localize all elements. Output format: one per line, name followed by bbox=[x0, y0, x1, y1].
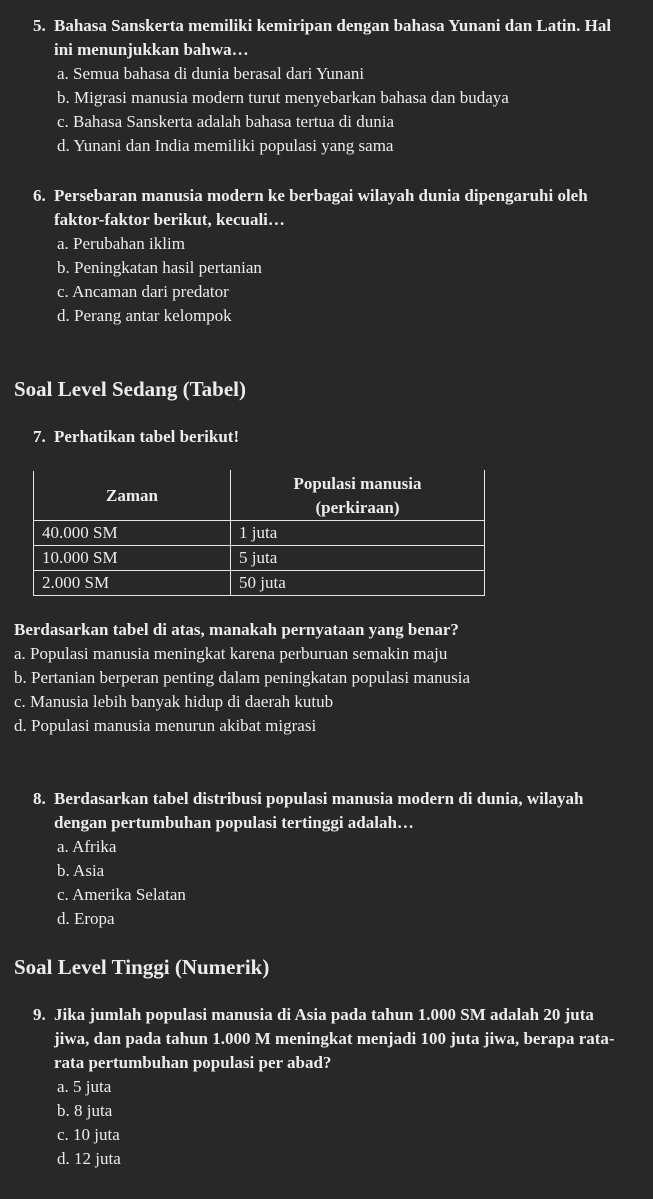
table-cell-era: 40.000 SM bbox=[34, 521, 231, 546]
population-table bbox=[33, 470, 485, 596]
question-6-title bbox=[33, 184, 633, 232]
option-c: c. Bahasa Sanskerta adalah bahasa tertua di dunia bbox=[57, 112, 395, 131]
table-row bbox=[34, 546, 485, 571]
question-7 bbox=[33, 425, 633, 449]
table-row bbox=[34, 521, 485, 546]
option-d: d. 12 juta bbox=[57, 1149, 121, 1168]
option-a: a. 5 juta bbox=[57, 1077, 112, 1096]
table-header-population bbox=[231, 471, 485, 521]
question-number: 7. bbox=[33, 427, 46, 446]
option-c: c. Manusia lebih banyak hidup di daerah kutub bbox=[14, 692, 334, 711]
table-cell-population: 5 juta bbox=[231, 546, 485, 571]
question-7-title bbox=[33, 425, 633, 449]
question-7-prompt: Berdasarkan tabel di atas, manakah pernyataan yang benar? bbox=[14, 620, 459, 639]
table-cell-era: 10.000 SM bbox=[34, 546, 231, 571]
option-a: a. Semua bahasa di dunia berasal dari Yunani bbox=[57, 64, 365, 83]
question-text: Bahasa Sanskerta memiliki kemiripan dengan bahasa Yunani dan Latin. Hal ini menunjukkan bahwa… bbox=[54, 16, 612, 59]
option-c: c. 10 juta bbox=[57, 1125, 120, 1144]
question-text: Perhatikan tabel berikut! bbox=[54, 427, 240, 446]
option-d: d. Populasi manusia menurun akibat migrasi bbox=[14, 716, 317, 735]
option-b: b. Asia bbox=[57, 861, 105, 880]
table-header-row bbox=[34, 471, 485, 521]
question-text: Persebaran manusia modern ke berbagai wilayah dunia dipengaruhi oleh faktor-faktor berikut, kecuali… bbox=[54, 186, 588, 229]
option-a: a. Afrika bbox=[57, 837, 117, 856]
option-d: d. Eropa bbox=[57, 909, 115, 928]
option-c: c. Ancaman dari predator bbox=[57, 282, 229, 301]
option-d: d. Yunani dan India memiliki populasi yang sama bbox=[57, 136, 394, 155]
question-number: 9. bbox=[33, 1005, 46, 1024]
question-9 bbox=[33, 1003, 633, 1171]
question-5-title bbox=[33, 14, 633, 62]
question-7-body bbox=[14, 618, 634, 738]
option-c: c. Amerika Selatan bbox=[57, 885, 186, 904]
option-d: d. Perang antar kelompok bbox=[57, 306, 232, 325]
table-cell-population: 50 juta bbox=[231, 571, 485, 596]
question-8 bbox=[33, 787, 633, 931]
table-cell-era: 2.000 SM bbox=[34, 571, 231, 596]
section-heading-medium: Soal Level Sedang (Tabel) bbox=[14, 377, 247, 401]
question-text: Berdasarkan tabel distribusi populasi manusia modern di dunia, wilayah dengan pertumbuhan populasi tertinggi adalah… bbox=[54, 789, 584, 832]
option-b: b. Pertanian berperan penting dalam peningkatan populasi manusia bbox=[14, 668, 471, 687]
question-6 bbox=[33, 184, 633, 328]
option-a: a. Perubahan iklim bbox=[57, 234, 185, 253]
question-9-title bbox=[33, 1003, 633, 1075]
question-number: 8. bbox=[33, 789, 46, 808]
option-a: a. Populasi manusia meningkat karena perburuan semakin maju bbox=[14, 644, 448, 663]
question-number: 6. bbox=[33, 186, 46, 205]
table-cell-population: 1 juta bbox=[231, 521, 485, 546]
question-8-title bbox=[33, 787, 633, 835]
option-b: b. Migrasi manusia modern turut menyebarkan bahasa dan budaya bbox=[57, 88, 509, 107]
question-text: Jika jumlah populasi manusia di Asia pada tahun 1.000 SM adalah 20 juta jiwa, dan pada tahun 1.000 M meningkat menjadi 100 juta jiwa, berapa rata-rata pertumbuhan populasi per abad? bbox=[54, 1005, 615, 1072]
question-number: 5. bbox=[33, 16, 46, 35]
table-header-population-text: Populasi manusia (perkiraan) bbox=[293, 473, 422, 517]
option-b: b. Peningkatan hasil pertanian bbox=[57, 258, 262, 277]
option-b: b. 8 juta bbox=[57, 1101, 113, 1120]
section-heading-high: Soal Level Tinggi (Numerik) bbox=[14, 955, 270, 979]
table-header-era: Zaman bbox=[34, 471, 231, 521]
table-row bbox=[34, 571, 485, 596]
question-5 bbox=[33, 14, 633, 158]
